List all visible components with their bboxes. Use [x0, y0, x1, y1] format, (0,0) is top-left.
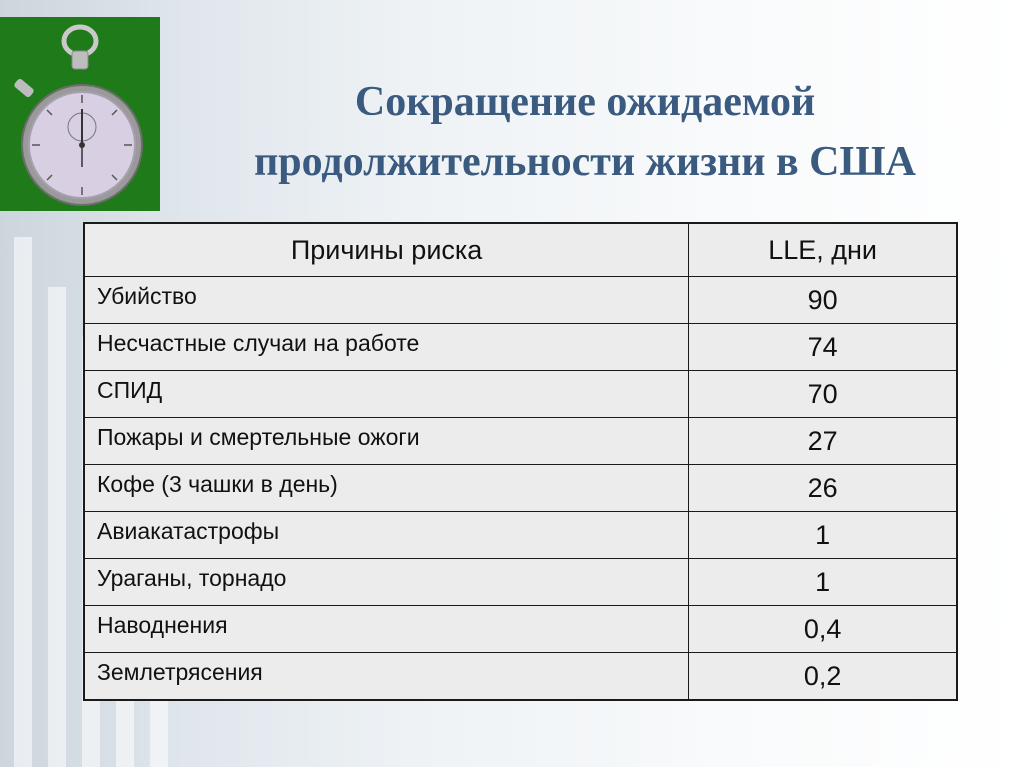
lle-cell: 70: [689, 371, 957, 418]
cause-cell: Ураганы, торнадо: [84, 559, 689, 606]
lle-cell: 26: [689, 465, 957, 512]
lle-cell: 27: [689, 418, 957, 465]
cause-cell: СПИД: [84, 371, 689, 418]
cause-cell: Наводнения: [84, 606, 689, 653]
header-risk-causes: Причины риска: [84, 223, 689, 277]
lle-cell: 74: [689, 324, 957, 371]
lle-cell: 1: [689, 512, 957, 559]
cause-cell: Авиакатастрофы: [84, 512, 689, 559]
lle-cell: 1: [689, 559, 957, 606]
table-row: [84, 559, 957, 606]
cause-cell: Землетрясения: [84, 653, 689, 701]
header-lle-days: LLE, дни: [689, 223, 957, 277]
cause-cell: Убийство: [84, 277, 689, 324]
lle-table: [83, 222, 958, 701]
lle-cell: 0,2: [689, 653, 957, 701]
stopwatch-image: [0, 17, 160, 211]
table-row: [84, 324, 957, 371]
table-row: [84, 653, 957, 701]
table-row: [84, 277, 957, 324]
slide-title: [165, 72, 1005, 192]
cause-cell: Несчастные случаи на работе: [84, 324, 689, 371]
table-header-row: [84, 223, 957, 277]
lle-cell: 0,4: [689, 606, 957, 653]
table-row: [84, 606, 957, 653]
table-row: [84, 465, 957, 512]
table-row: [84, 418, 957, 465]
table-row: [84, 512, 957, 559]
table-row: [84, 371, 957, 418]
cause-cell: Пожары и смертельные ожоги: [84, 418, 689, 465]
stopwatch-icon: [0, 17, 160, 211]
title-line-2: продолжительности жизни в США: [254, 139, 916, 185]
cause-cell: Кофе (3 чашки в день): [84, 465, 689, 512]
lle-cell: 90: [689, 277, 957, 324]
title-line-1: Сокращение ожидаемой: [354, 79, 816, 125]
